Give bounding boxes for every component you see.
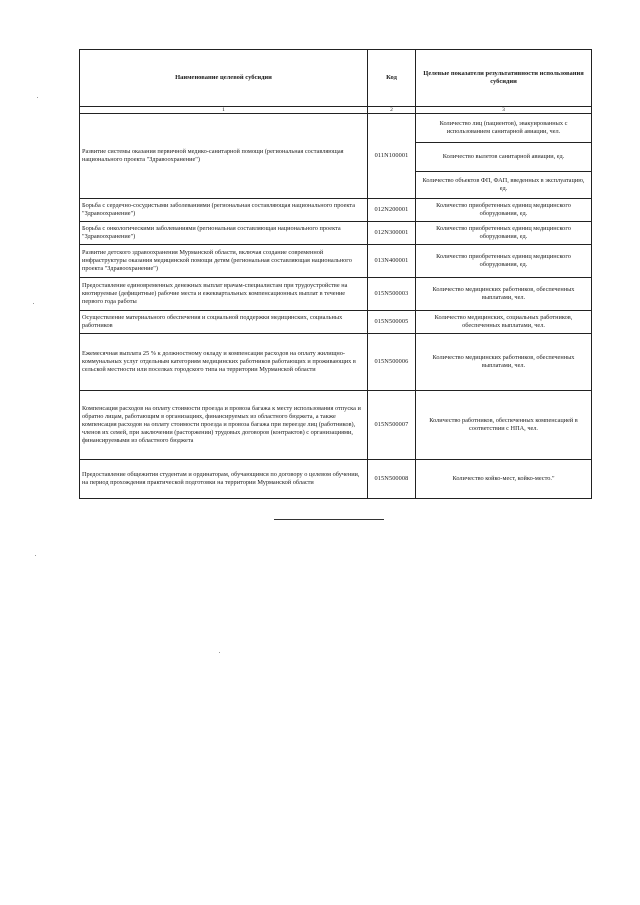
scan-speck [35,555,36,556]
table-row [80,245,592,278]
subsidy-name: Развитие детского здравоохранения Мурманской области, включая создание современной инфраструктуры оказания медицинской помощи детям (региональная составляющая национального проекта "Здравоохранение") [80,245,368,278]
subsidy-name: Борьба с онкологическими заболеваниями (региональная составляющая национального проекта "Здравоохранение") [80,222,368,245]
column-numbers-row [80,107,592,114]
indicator: Количество койко-мест, койко-место." [416,460,592,499]
table-header-row [80,50,592,107]
table-row [80,391,592,460]
subsidy-name: Предоставление общежития студентам и ординаторам, обучающимся по договору о целевом обучении, на период прохождения практической подготовки на территории Мурманской области [80,460,368,499]
indicator: Количество медицинских, социальных работников, обеспеченных выплатами, чел. [416,311,592,334]
subsidy-code: 015N500005 [368,311,416,334]
scan-speck [37,97,38,98]
table-row [80,222,592,245]
indicator: Количество лиц (пациентов), эвакуированных с использованием санитарной авиации, чел. [416,114,592,143]
table-row [80,334,592,391]
header-name: Наименование целевой субсидии [80,50,368,107]
column-number: 3 [416,107,592,114]
subsidy-name: Борьба с сердечно-сосудистыми заболеваниями (региональная составляющая национального проекта "Здравоохранение") [80,199,368,222]
subsidy-name: Развитие системы оказания первичной медико-санитарной помощи (региональная составляющая национального проекта "Здравоохранение") [80,114,368,199]
subsidy-code: 015N500003 [368,278,416,311]
table-row [80,460,592,499]
subsidy-code: 013N400001 [368,245,416,278]
table-row [80,114,592,143]
closing-rule [274,519,384,520]
subsidy-name: Ежемесячная выплата 25 % к должностному окладу и компенсация расходов на оплату жилищно-коммунальных услуг отдельным категориям медицинских работников работающих и проживающих в сельской местности или поселках городского типа на территории Мурманской области [80,334,368,391]
subsidy-name: Предоставление единовременных денежных выплат врачам-специалистам при трудоустройстве на квотируемые (дефицитные) рабочие места и ежеквартальных компенсационных выплат в течение первого года работы [80,278,368,311]
subsidy-code: 015N500006 [368,334,416,391]
indicator: Количество приобретенных единиц медицинского оборудования, ед. [416,199,592,222]
indicator: Количество вылетов санитарной авиации, ед. [416,143,592,172]
subsidy-code: 011N100001 [368,114,416,199]
header-code: Код [368,50,416,107]
subsidy-code: 012N200001 [368,199,416,222]
header-indicators: Целевые показатели результативности использования субсидии [416,50,592,107]
table-row [80,199,592,222]
subsidy-code: 012N300001 [368,222,416,245]
table-row [80,311,592,334]
scan-speck [33,303,34,304]
subsidies-table [79,49,592,499]
subsidy-name: Компенсация расходов на оплату стоимости проезда и провоза багажа к месту использования отпуска и обратно лицам, работающим в организациях, финансируемых из областного бюджета, а также компенсация расходов на оплату стоимости проезда и провоза багажа при переезде лиц (работников), членов их семей, при заключении (расторжении) трудовых договоров (контрактов) с организациями, финансируемыми из областного бюджета [80,391,368,460]
indicator: Количество приобретенных единиц медицинского оборудования, ед. [416,245,592,278]
subsidy-code: 015N500007 [368,391,416,460]
indicator: Количество объектов ФП, ФАП, введенных в эксплуатацию, ед. [416,172,592,199]
subsidy-code: 015N500008 [368,460,416,499]
indicator: Количество медицинских работников, обеспеченных выплатами, чел. [416,334,592,391]
indicator: Количество медицинских работников, обеспеченных выплатами, чел. [416,278,592,311]
indicator: Количество приобретенных единиц медицинского оборудования, ед. [416,222,592,245]
indicator: Количество работников, обеспеченных компенсацией в соответствии с НПА, чел. [416,391,592,460]
scan-speck [219,652,220,653]
column-number: 2 [368,107,416,114]
subsidy-name: Осуществление материального обеспечения и социальной поддержки медицинских, социальных работников [80,311,368,334]
column-number: 1 [80,107,368,114]
table-row [80,278,592,311]
